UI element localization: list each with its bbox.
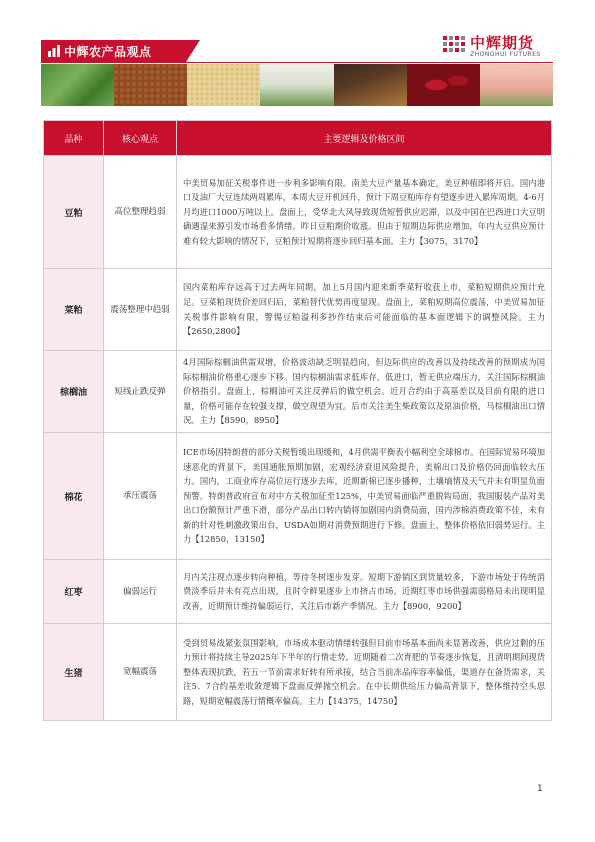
table-row (44, 433, 552, 560)
table-row (44, 156, 552, 269)
palm-fruit-image (334, 64, 407, 106)
logic-description: 中美贸易加征关税事件进一步利多影响有限。南美大豆产量基本确定，美豆种植即将开启。国内港口及油厂大豆连续两周累库，本周大豆开机回升，预计下周豆粕库存有望逐步进入累库周期。4-6月月均进口1000万吨以上。盘面上，受华北大风导致现货短暂供应迟滞，以及中国在巴西进口大豆明确遇湿来源引发市场看多情绪。昨日豆粕期价收涨。但由于短期边际供应增加，年内大豆供应预计难有较大影响的情况下，豆粕预计短期将逐步回归基本面。主力【3075，3170】 (177, 156, 552, 269)
variety-name: 红枣 (44, 560, 104, 624)
header-logic-range: 主要逻辑及价格区间 (177, 121, 552, 156)
table-row (44, 269, 552, 351)
variety-name: 生猪 (44, 624, 104, 721)
page-header-title: 中辉农产品观点 (64, 45, 152, 59)
logic-description: ICE市场因特朗普的部分关税暂缓出现缓和，4月供需平衡表小幅利空全球棉市。在国际贸易环境加速恶化的背景下，美国通胀预期加剧，宏观经济衰退风险提升，美棉出口及价格仍回面临较大压力。国内，工商业库存高位运行逐步去库，近期新棉已逐步播种，土壤墒情及天气并未有明显负面预警。特朗普政府宣布对中方关税加征至125%，中美贸易面临严重脱钩局面，我国服装产品对美出口份额预计严重下滑，部分产品出口转内销将加剧国内消费局面，国内涉棉消费政策不佳，未有新的针对性刺激政策出台，USDA如期对消费预期进行下修。盘面上，整体价格依旧弱势运行。主力【12850，13150】 (177, 433, 552, 560)
soybeans-image (187, 64, 260, 106)
company-logo-icon (443, 34, 465, 56)
logic-description: 月内关注现点逐步转向种植，等待冬树逐步发芽。短期下游销区到货量较多，下游市场处于传统消费淡季后并未有亮点出现，且时令鲜果逐步上市挤占市场。近期红枣市场供强需弱格局未出现明显改善，近期预计维持偏弱运行，关注后市新产季情况。主力【8900，9200】 (177, 560, 552, 624)
variety-name: 豆粕 (44, 156, 104, 269)
table-row (44, 560, 552, 624)
logic-description: 国内菜粕库存远高于过去两年同期，加上5月国内迎来新季菜籽收获上市，菜粕短期供应预计充足。豆菜粕现货价差回归后，菜粕替代优势再度显现。盘面上，菜粕短期高位震荡，中美贸易加征关税事件影响有限，警惕豆粕溢利多抄作结束后可能面临的基本面逻辑下的调整风险。主力【2650,2800】 (177, 269, 552, 351)
variety-name: 棉花 (44, 433, 104, 560)
variety-name: 菜粕 (44, 269, 104, 351)
logic-description: 4月国际棕榈油供需双增，价格波动缺乏明显趋向，但边际供应的改善以及持续改善的预期成为国际棕榈油价格重心逐步下移。国内棕榈油需求低库存，低进口，暂无供应端压力，关注国际棕榈油价格指引。盘面上，棕榈油可关注反弹后的做空机会。近月合约由于高基差以及目前有限的进口量，价格可能存在较强支撑，做空现望为宜。后市关注美生柴政策以及原油价格，马棕榈油出口情况。主力【8590，8950】 (177, 351, 552, 433)
bar-chart-icon (47, 44, 61, 58)
cotton-image (260, 64, 333, 106)
core-view: 震荡整理中趋弱 (104, 269, 177, 351)
table-row (44, 624, 552, 721)
red-beans-image (114, 64, 187, 106)
header-bar-tail (186, 40, 200, 62)
pig-image (480, 64, 553, 106)
core-view: 宽幅震荡 (104, 624, 177, 721)
table-row (44, 351, 552, 433)
logic-description: 受到贸易战紧张氛围影响，市场成本驱动情绪转强但目前市场基本面尚未显著改善，供应过剩的压力预计将持续主导2025年下半年的行情走势。近期随着二次育肥的节奏逐步恢复，且清明期间现货整体表现抗跌，若五一节前需求好转有所承接，结合当前冻品库容率偏低，渠道存在备货需求，关注5、7合约基差收敛逻辑下盘面反弹抛空机会。在中长期供给压力偏高背景下，整体维持空头思路，短期宽幅震荡行情概率偏高。主力【14375，14750】 (177, 624, 552, 721)
red-dates-image (407, 64, 480, 106)
company-logo-english: ZHONGHUI FUTURES (470, 51, 541, 58)
core-view: 偏弱运行 (104, 560, 177, 624)
commodity-photo-banner (41, 64, 553, 106)
core-view: 承压震荡 (104, 433, 177, 560)
company-logo-text: 中辉期货 (470, 34, 535, 52)
header-variety: 品种 (44, 121, 104, 156)
page-number: 1 (537, 784, 543, 794)
commodity-outlook-table (43, 120, 552, 721)
variety-name: 棕榈油 (44, 351, 104, 433)
core-view: 高位整理趋弱 (104, 156, 177, 269)
header-core-view: 核心观点 (104, 121, 177, 156)
header-divider (41, 62, 553, 63)
table-header-row (44, 121, 552, 156)
corn-field-image (41, 64, 114, 106)
core-view: 短线止跌反弹 (104, 351, 177, 433)
